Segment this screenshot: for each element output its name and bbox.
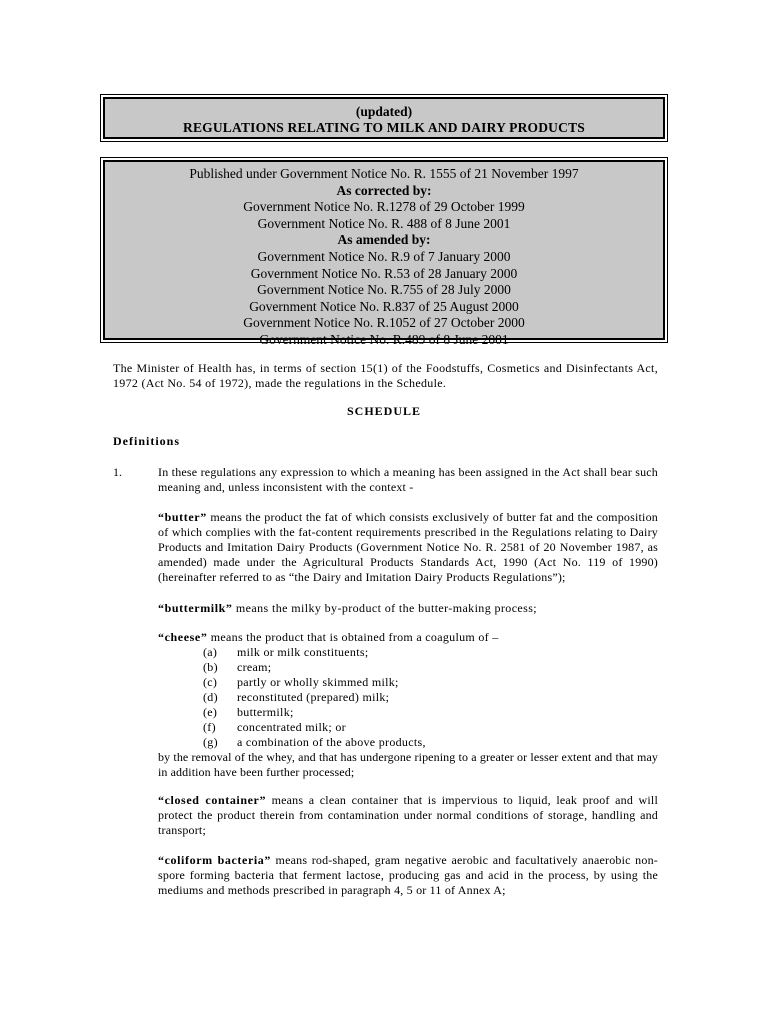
- list-item-label: (d): [203, 690, 218, 704]
- amended-notice: Government Notice No. R.53 of 28 January 2000: [250, 265, 518, 281]
- schedule-heading: SCHEDULE: [346, 404, 422, 418]
- list-item-label: (e): [203, 705, 218, 719]
- list-item: [158, 645, 658, 660]
- list-item-text: partly or wholly skimmed milk;: [237, 675, 399, 689]
- list-item-label: (f): [203, 720, 216, 734]
- intro-paragraph: The Minister of Health has, in terms of section 15(1) of the Foodstuffs, Cosmetics and Disinfectants Act, 1972 (Act No. 54 of 1972), made the regulations in the Schedule.: [113, 361, 658, 390]
- definition-closed-container: [158, 793, 658, 838]
- amended-label: As amended by:: [337, 232, 431, 248]
- publication-box-inner: [103, 160, 665, 347]
- definition-text: means the product the fat of which consists exclusively of butter fat and the composition of which complies with the fat-content requirements prescribed in the Regulations relating to Dairy Products and Imitation Dairy Products (Government Notice No. R. 2581 of 20 November 1987, as amended) made under the Agricultural Products Standards Act, 1990 (Act No. 119 of 1990) (hereinafter referred to as “the Dairy and Imitation Dairy Products Regulations”);: [158, 510, 658, 584]
- amended-notice: Government Notice No. R.9 of 7 January 2000: [257, 248, 511, 264]
- cheese-definition-tail: by the removal of the whey, and that has undergone ripening to a greater or lesser extent and that may in addition have been further processed;: [158, 750, 658, 779]
- list-item-label: (b): [203, 660, 218, 674]
- definition-text: means the milky by-product of the butter-making process;: [232, 601, 538, 615]
- list-item-text: buttermilk;: [237, 705, 294, 719]
- definition-term: “closed container”: [158, 793, 267, 807]
- definition-text: means rod-shaped, gram negative aerobic and facultatively anaerobic non-spore forming bacteria that ferment lactose, producing gas and acid in the process, by using the mediums and methods prescribed in paragraph 4, 5 or 11 of Annex A;: [158, 853, 658, 897]
- published-line: Published under Government Notice No. R. 1555 of 21 November 1997: [189, 166, 579, 181]
- corrected-label: As corrected by:: [336, 182, 432, 198]
- title-box: [100, 94, 668, 142]
- list-item-text: cream;: [237, 660, 272, 674]
- publication-box: [100, 157, 668, 347]
- corrected-notice: Government Notice No. R. 488 of 8 June 2001: [257, 215, 511, 231]
- definition-buttermilk: [158, 601, 658, 616]
- amended-notice: Government Notice No. R.489 of 8 June 2001: [259, 331, 509, 347]
- title-box-inner: [103, 97, 665, 139]
- list-item: [158, 675, 658, 690]
- paragraph-number: 1.: [113, 465, 122, 479]
- amended-notice: Government Notice No. R.1052 of 27 October 2000: [243, 315, 525, 331]
- definition-term: “buttermilk”: [158, 601, 233, 615]
- definition-text: means the product that is obtained from a coagulum of –: [207, 630, 499, 644]
- list-item: [158, 660, 658, 675]
- corrected-notice: Government Notice No. R.1278 of 29 October 1999: [243, 199, 525, 215]
- list-item: [158, 705, 658, 720]
- definition-term: “coliform bacteria”: [158, 853, 272, 867]
- amended-notice: Government Notice No. R.755 of 28 July 2000: [257, 282, 511, 298]
- list-item-text: concentrated milk; or: [237, 720, 346, 734]
- list-item-label: (c): [203, 675, 218, 689]
- amended-notice: Government Notice No. R.837 of 25 August 2000: [249, 298, 519, 314]
- list-item-text: a combination of the above products,: [237, 735, 426, 749]
- list-item-text: reconstituted (prepared) milk;: [237, 690, 390, 704]
- definition-butter: [158, 510, 658, 585]
- paragraph-1-text: In these regulations any expression to which a meaning has been assigned in the Act shall bear such meaning and, unless inconsistent with the context -: [158, 465, 658, 494]
- definition-cheese: [158, 630, 658, 780]
- list-item: [158, 720, 658, 735]
- list-item: [158, 690, 658, 705]
- document-title: REGULATIONS RELATING TO MILK AND DAIRY PRODUCTS: [183, 120, 585, 135]
- list-item-label: (a): [203, 645, 218, 659]
- list-item-text: milk or milk constituents;: [237, 645, 369, 659]
- definition-term: “cheese”: [158, 630, 208, 644]
- cheese-sources-list: [158, 645, 658, 750]
- definition-coliform-bacteria: [158, 853, 658, 898]
- definition-text: means a clean container that is impervious to liquid, leak proof and will protect the product therein from contamination under normal conditions of storage, handling and transport;: [158, 793, 658, 837]
- updated-label: (updated): [355, 104, 413, 119]
- list-item-label: (g): [203, 735, 218, 749]
- list-item: [158, 735, 658, 750]
- definitions-heading: Definitions: [113, 434, 181, 448]
- definition-term: “butter”: [158, 510, 207, 524]
